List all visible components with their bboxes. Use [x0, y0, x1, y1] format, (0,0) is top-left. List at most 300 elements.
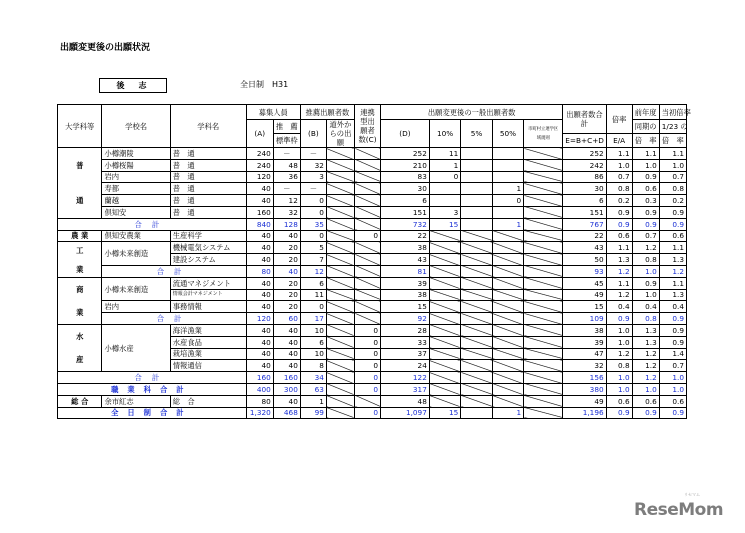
cell-b1: 128: [273, 218, 300, 230]
hdr-suisen-apps: 推薦出願者数: [300, 105, 354, 120]
cell-p5: [461, 218, 492, 230]
cell-e: 50: [563, 254, 606, 266]
section-kogyo-1: 工: [76, 245, 84, 255]
cell-outside: [326, 195, 354, 207]
cell-outside: [326, 206, 354, 218]
cell-prev: 0.9: [632, 218, 659, 230]
cell-a: 40: [246, 324, 273, 336]
cell-p5: [461, 289, 492, 301]
hdr-bairitsu2: 倍 率: [659, 134, 686, 148]
cell-b2: 17: [300, 313, 326, 325]
cell-e: 242: [563, 159, 606, 171]
hdr-hyojun: 標準枠: [273, 134, 300, 148]
cell-b1: 20: [273, 242, 300, 254]
hdr-initial-sub: 1/23 の: [659, 120, 686, 134]
cell-p5: [461, 183, 492, 195]
subtotal-row: [58, 313, 687, 325]
hdr-outside: 道外からの出願: [326, 120, 354, 148]
application-table: [57, 104, 691, 419]
cell-a: 40: [246, 183, 273, 195]
cell-municipal: [524, 148, 563, 160]
subtotal-label: 合計: [102, 313, 246, 325]
table-row: [58, 301, 687, 313]
cell-initial: 0.6: [659, 230, 686, 242]
cell-municipal: [524, 195, 563, 207]
cell-outside: [326, 395, 354, 407]
subtotal-label: 合計: [58, 372, 247, 384]
cell-p10: [429, 383, 460, 395]
vocational-total-row: [58, 383, 687, 395]
cell-b2: 3: [300, 171, 326, 183]
cell-c: [355, 395, 381, 407]
cell-p50: [492, 383, 523, 395]
hdr-general: 出願変更後の一般出願者数: [381, 105, 563, 120]
cell-b1: 20: [273, 277, 300, 289]
cell-p50: [492, 313, 523, 325]
cell-p10: [429, 324, 460, 336]
section-suisan-2: 産: [76, 355, 84, 365]
cell-a: 40: [246, 301, 273, 313]
cell-p10: [429, 360, 460, 372]
cell-prev: 1.0: [632, 289, 659, 301]
cell-p50: [492, 324, 523, 336]
cell-p5: [461, 206, 492, 218]
cell-c: 0: [355, 348, 381, 360]
course-name: 栽培漁業: [170, 348, 246, 360]
cell-b2: 10: [300, 348, 326, 360]
cell-b2: 0: [300, 195, 326, 207]
cell-prev: 0.6: [632, 183, 659, 195]
cell-d: 39: [381, 277, 430, 289]
cell-p10: 15: [429, 218, 460, 230]
cell-initial: 0.9: [659, 218, 686, 230]
section-nogyo: 農 業: [58, 230, 102, 242]
cell-b2: 8: [300, 360, 326, 372]
cell-c: [355, 159, 381, 171]
cell-b2: 10: [300, 324, 326, 336]
course-name: 普 通: [170, 159, 246, 171]
cell-p10: 3: [429, 206, 460, 218]
table-row: [58, 195, 687, 207]
section-suisan-1: 水: [76, 332, 84, 342]
cell-ratio: 1.0: [606, 336, 632, 348]
cell-initial: 0.9: [659, 336, 686, 348]
cell-c: 0: [355, 372, 381, 384]
school-name: 岩内: [102, 171, 170, 183]
cell-p5: [461, 313, 492, 325]
cell-e: 43: [563, 242, 606, 254]
cell-initial: 1.0: [659, 383, 686, 395]
cell-p10: 11: [429, 148, 460, 160]
cell-c: 0: [355, 407, 381, 419]
school-name: 小樽未来創造: [102, 242, 170, 266]
cell-outside: [326, 265, 354, 277]
cell-d: 15: [381, 301, 430, 313]
hdr-cap-a: (A): [246, 120, 273, 148]
cell-b1: 40: [273, 360, 300, 372]
cell-p5: [461, 407, 492, 419]
course-name: 普 通: [170, 171, 246, 183]
cell-b1: 32: [273, 206, 300, 218]
cell-a: 40: [246, 277, 273, 289]
cell-prev: 1.1: [632, 148, 659, 160]
cell-p10: [429, 242, 460, 254]
cell-outside: [326, 289, 354, 301]
cell-e: 156: [563, 372, 606, 384]
cell-initial: 1.0: [659, 159, 686, 171]
section-shogyo-1: 商: [76, 284, 84, 294]
cell-prev: 0.8: [632, 313, 659, 325]
cell-b2: 32: [300, 159, 326, 171]
cell-a: 40: [246, 230, 273, 242]
school-name: 蘭越: [102, 195, 170, 207]
cell-d: 81: [381, 265, 430, 277]
hdr-pct10: 10%: [429, 120, 460, 148]
cell-p50: [492, 242, 523, 254]
cell-e: 45: [563, 277, 606, 289]
hdr-capacity: 募集人員: [246, 105, 300, 120]
cell-ratio: 0.8: [606, 183, 632, 195]
cell-a: 400: [246, 383, 273, 395]
cell-p50: [492, 148, 523, 160]
cell-d: 151: [381, 206, 430, 218]
cell-ratio: 0.6: [606, 230, 632, 242]
cell-municipal: [524, 383, 563, 395]
cell-b1: 36: [273, 171, 300, 183]
cell-a: 120: [246, 171, 273, 183]
cell-initial: 1.4: [659, 348, 686, 360]
cell-initial: 1.1: [659, 277, 686, 289]
cell-c: 0: [355, 383, 381, 395]
section-futsu-2: 通: [76, 195, 84, 205]
course-name: 普 通: [170, 148, 246, 160]
cell-p5: [461, 195, 492, 207]
cell-initial: 1.2: [659, 265, 686, 277]
cell-p10: [429, 348, 460, 360]
cell-c: [355, 242, 381, 254]
table-row: [58, 230, 687, 242]
cell-d: 1,097: [381, 407, 430, 419]
grand-total-row: [58, 407, 687, 419]
cell-p50: [492, 360, 523, 372]
subtotal-label: 合計: [58, 218, 247, 230]
cell-d: 43: [381, 254, 430, 266]
cell-d: 24: [381, 360, 430, 372]
course-name: 情報会計マネジメント: [170, 289, 246, 301]
cell-c: 0: [355, 336, 381, 348]
cell-prev: 0.4: [632, 301, 659, 313]
cell-p5: [461, 254, 492, 266]
session-label: 全日制 H31: [240, 80, 289, 89]
cell-p10: [429, 195, 460, 207]
cell-b1: 40: [273, 395, 300, 407]
cell-a: 160: [246, 206, 273, 218]
cell-e: 39: [563, 336, 606, 348]
table-row: [58, 171, 687, 183]
cell-d: 37: [381, 348, 430, 360]
school-name: 小樽未来創造: [102, 277, 170, 301]
cell-p50: [492, 171, 523, 183]
cell-d: 38: [381, 242, 430, 254]
school-name: 小樽潮陵: [102, 148, 170, 160]
cell-prev: 0.9: [632, 407, 659, 419]
cell-b2: 99: [300, 407, 326, 419]
cell-b2: 7: [300, 254, 326, 266]
cell-p5: [461, 372, 492, 384]
cell-initial: 0.9: [659, 206, 686, 218]
cell-d: 28: [381, 324, 430, 336]
hdr-course: 学科名: [170, 105, 246, 148]
cell-a: 80: [246, 265, 273, 277]
hdr-prev-year-sub: 同期の: [632, 120, 659, 134]
cell-outside: [326, 159, 354, 171]
cell-p50: [492, 395, 523, 407]
cell-prev: 0.7: [632, 230, 659, 242]
cell-b1: 40: [273, 230, 300, 242]
cell-p10: 0: [429, 171, 460, 183]
cell-p5: [461, 348, 492, 360]
cell-prev: 1.3: [632, 324, 659, 336]
cell-p5: [461, 171, 492, 183]
course-name: 普 通: [170, 195, 246, 207]
cell-c: [355, 265, 381, 277]
cell-e: 93: [563, 265, 606, 277]
hdr-formula: E=B+C+D: [563, 134, 606, 148]
district-label: 後 志: [99, 78, 167, 93]
hdr-bairitsu: 倍 率: [632, 134, 659, 148]
cell-b1: －: [273, 148, 300, 160]
cell-b1: 60: [273, 313, 300, 325]
table-row: [58, 324, 687, 336]
cell-p5: [461, 360, 492, 372]
cell-p50: [492, 348, 523, 360]
cell-e: 86: [563, 171, 606, 183]
cell-p5: [461, 277, 492, 289]
cell-prev: 1.2: [632, 242, 659, 254]
cell-b2: 11: [300, 289, 326, 301]
cell-a: 40: [246, 242, 273, 254]
cell-b1: 300: [273, 383, 300, 395]
cell-ratio: 1.2: [606, 289, 632, 301]
cell-initial: 0.7: [659, 360, 686, 372]
cell-b2: －: [300, 183, 326, 195]
cell-outside: [326, 301, 354, 313]
cell-initial: 1.3: [659, 254, 686, 266]
cell-prev: 1.0: [632, 265, 659, 277]
cell-d: 317: [381, 383, 430, 395]
cell-municipal: [524, 277, 563, 289]
cell-p50: [492, 265, 523, 277]
cell-d: 6: [381, 195, 430, 207]
cell-ratio: 1.1: [606, 148, 632, 160]
cell-c: 0: [355, 324, 381, 336]
table-row: [58, 395, 687, 407]
course-name: 生産科学: [170, 230, 246, 242]
cell-ratio: 0.9: [606, 407, 632, 419]
cell-prev: 1.0: [632, 383, 659, 395]
hdr-ratio: 倍率: [606, 105, 632, 134]
cell-initial: 0.9: [659, 407, 686, 419]
cell-p50: [492, 159, 523, 171]
school-name: 岩内: [102, 301, 170, 313]
course-name: 事務情報: [170, 301, 246, 313]
table-row: [58, 183, 687, 195]
cell-p50: 1: [492, 218, 523, 230]
cell-p50: [492, 230, 523, 242]
cell-e: 767: [563, 218, 606, 230]
cell-ratio: 1.0: [606, 383, 632, 395]
cell-b1: 48: [273, 159, 300, 171]
cell-municipal: [524, 360, 563, 372]
cell-c: 0: [355, 360, 381, 372]
cell-e: 49: [563, 289, 606, 301]
subtotal-row: [58, 218, 687, 230]
cell-municipal: [524, 324, 563, 336]
cell-outside: [326, 348, 354, 360]
course-name: 水産食品: [170, 336, 246, 348]
cell-p5: [461, 148, 492, 160]
course-name: 普 通: [170, 206, 246, 218]
cell-municipal: [524, 348, 563, 360]
table-row: [58, 277, 687, 289]
cell-municipal: [524, 395, 563, 407]
cell-p50: [492, 301, 523, 313]
cell-p10: [429, 289, 460, 301]
cell-outside: [326, 277, 354, 289]
cell-p50: [492, 254, 523, 266]
hdr-d: (D): [381, 120, 430, 148]
course-name: 流通マネジメント: [170, 277, 246, 289]
cell-initial: 0.7: [659, 171, 686, 183]
cell-b2: 63: [300, 383, 326, 395]
cell-d: 33: [381, 336, 430, 348]
cell-e: 47: [563, 348, 606, 360]
cell-c: [355, 183, 381, 195]
cell-c: 0: [355, 230, 381, 242]
cell-c: [355, 195, 381, 207]
cell-e: 30: [563, 183, 606, 195]
cell-ratio: 1.0: [606, 372, 632, 384]
cell-ratio: 1.2: [606, 265, 632, 277]
table-row: [58, 242, 687, 254]
cell-c: [355, 254, 381, 266]
cell-prev: 0.8: [632, 254, 659, 266]
logo-subtext: リセマム: [684, 492, 700, 497]
cell-ratio: 1.0: [606, 159, 632, 171]
cell-outside: [326, 336, 354, 348]
cell-a: 40: [246, 336, 273, 348]
cell-b1: 20: [273, 254, 300, 266]
cell-ratio: 1.3: [606, 254, 632, 266]
cell-b1: －: [273, 183, 300, 195]
cell-c: [355, 313, 381, 325]
cell-initial: 0.2: [659, 195, 686, 207]
cell-outside: [326, 372, 354, 384]
hdr-renkei: 連携型出願者数(C): [355, 105, 381, 148]
subtotal-label: 合計: [102, 265, 246, 277]
cell-b1: 40: [273, 348, 300, 360]
cell-p10: [429, 313, 460, 325]
cell-e: 252: [563, 148, 606, 160]
cell-a: 1,320: [246, 407, 273, 419]
cell-ratio: 0.9: [606, 206, 632, 218]
cell-initial: 1.3: [659, 289, 686, 301]
cell-p5: [461, 301, 492, 313]
cell-b2: 35: [300, 218, 326, 230]
cell-d: 30: [381, 183, 430, 195]
cell-e: 38: [563, 324, 606, 336]
table-row: [58, 159, 687, 171]
course-name: 海洋漁業: [170, 324, 246, 336]
cell-ratio: 0.9: [606, 313, 632, 325]
cell-p50: [492, 289, 523, 301]
cell-d: 252: [381, 148, 430, 160]
cell-d: 92: [381, 313, 430, 325]
cell-initial: 0.9: [659, 313, 686, 325]
cell-municipal: [524, 254, 563, 266]
cell-a: 80: [246, 395, 273, 407]
course-name: 情報通信: [170, 360, 246, 372]
cell-ratio: 0.7: [606, 171, 632, 183]
hdr-pct50: 50%: [492, 120, 523, 148]
cell-outside: [326, 360, 354, 372]
cell-municipal: [524, 206, 563, 218]
cell-p50: [492, 372, 523, 384]
cell-p5: [461, 324, 492, 336]
cell-outside: [326, 254, 354, 266]
cell-b2: 34: [300, 372, 326, 384]
table-row: [58, 206, 687, 218]
cell-p50: [492, 206, 523, 218]
cell-municipal: [524, 265, 563, 277]
cell-municipal: [524, 313, 563, 325]
subtotal-row: [58, 372, 687, 384]
cell-municipal: [524, 183, 563, 195]
grand-total-label: 全日制合計: [58, 407, 247, 419]
cell-e: 49: [563, 395, 606, 407]
hdr-ratio-ea: E/A: [606, 134, 632, 148]
cell-municipal: [524, 336, 563, 348]
cell-outside: [326, 324, 354, 336]
cell-a: 240: [246, 148, 273, 160]
cell-p5: [461, 383, 492, 395]
cell-prev: 1.2: [632, 348, 659, 360]
course-name: 建設システム: [170, 254, 246, 266]
cell-p10: [429, 395, 460, 407]
cell-b1: 40: [273, 336, 300, 348]
cell-a: 40: [246, 360, 273, 372]
cell-e: 22: [563, 230, 606, 242]
cell-p50: 0: [492, 195, 523, 207]
cell-d: 732: [381, 218, 430, 230]
cell-ratio: 0.4: [606, 301, 632, 313]
cell-p5: [461, 159, 492, 171]
cell-a: 40: [246, 195, 273, 207]
cell-b2: 1: [300, 395, 326, 407]
document-title: 出願変更後の出願状況: [60, 43, 151, 53]
cell-a: 240: [246, 159, 273, 171]
cell-p50: [492, 277, 523, 289]
cell-outside: [326, 230, 354, 242]
school-name: 寿都: [102, 183, 170, 195]
cell-initial: 1.0: [659, 372, 686, 384]
cell-a: 40: [246, 289, 273, 301]
cell-p10: [429, 183, 460, 195]
cell-outside: [326, 242, 354, 254]
cell-municipal: [524, 171, 563, 183]
cell-a: 120: [246, 313, 273, 325]
cell-p5: [461, 336, 492, 348]
